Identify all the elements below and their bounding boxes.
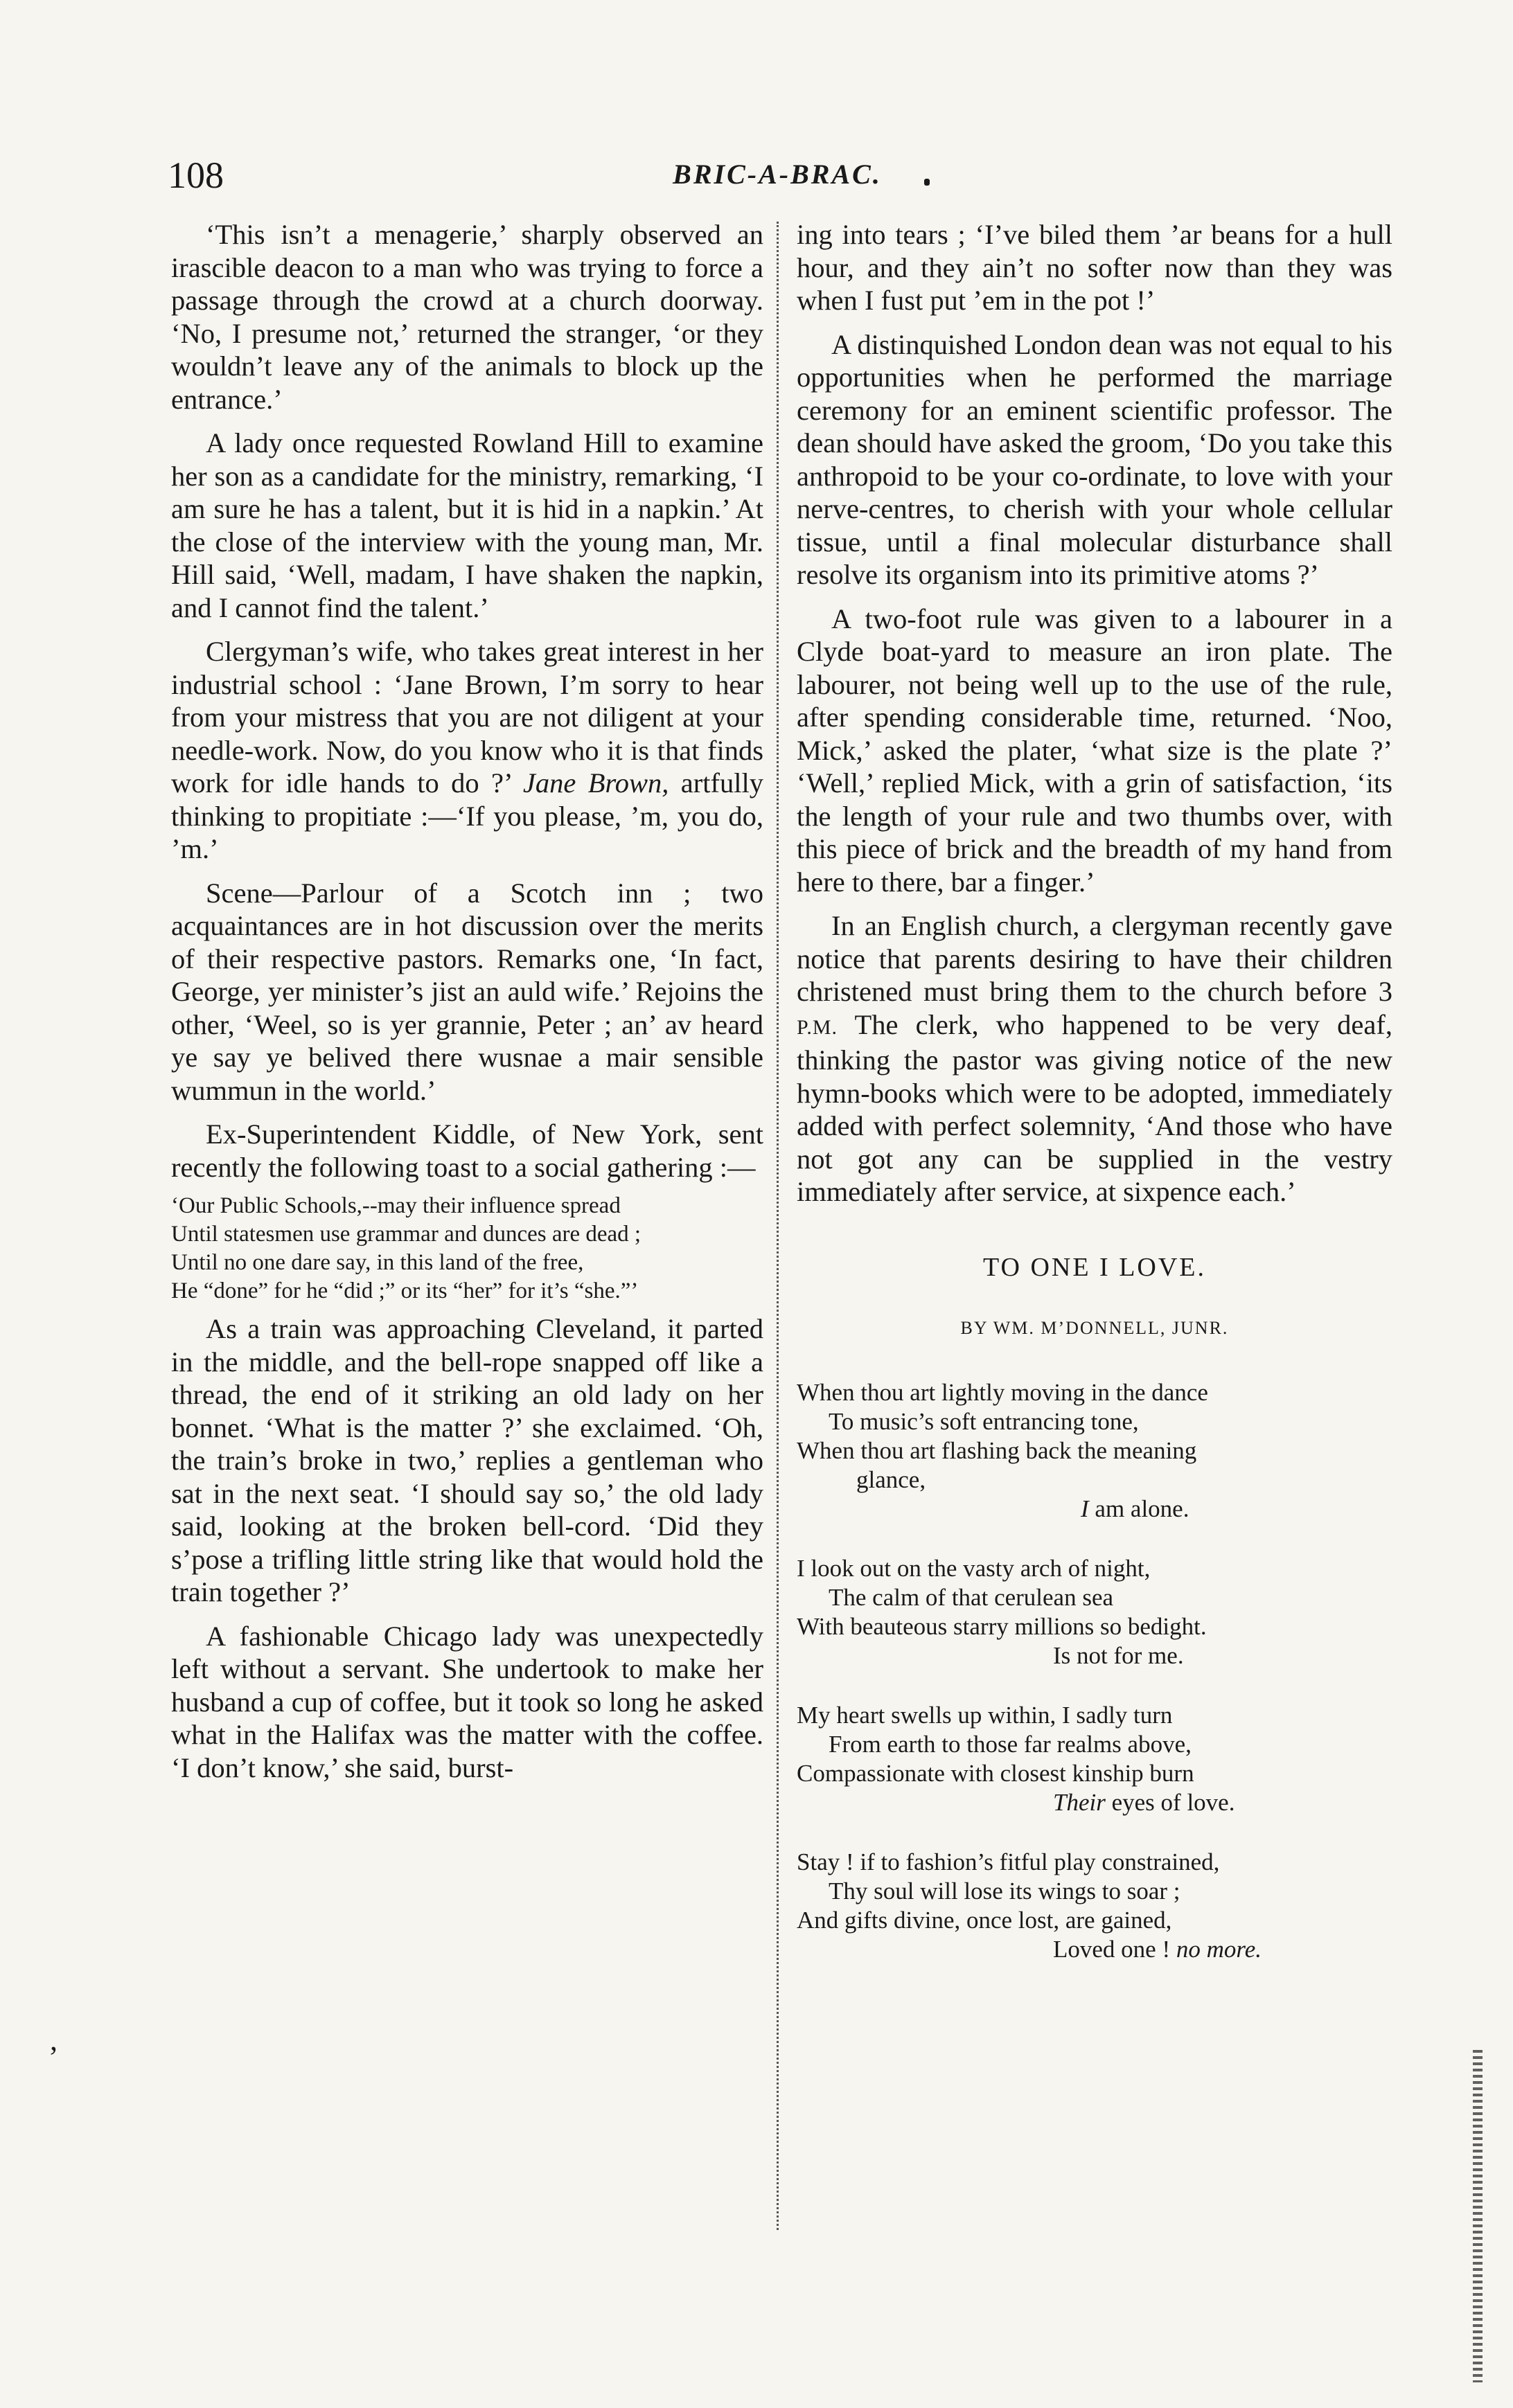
poem-emphasis: Their [1053,1788,1106,1816]
anecdote-chicago: A fashionable Chicago lady was unexpectedly left without a servant. She undertook to make her husband a cup of coffee, but it took so long he asked what in the Halifax was the matter with the coffee. ‘I don’t know,’ she said, burst- [171,1620,763,1783]
jane-brown-text-b: artfully thinking to propitiate :—‘If you please, ’m, you do, ’m.’ [171,767,763,864]
poem-line: When thou art flashing back the meaning [797,1436,1197,1464]
poem-line: Compassionate with closest kinship burn [797,1759,1194,1787]
anecdote-scotch-inn: Scene—Parlour of a Scotch inn ; two acquaintances are in hot discussion over the merits of their respective pastors. Remarks one, ‘In fact, George, yer minister’s jist an auld wife.’ Rejoins the other, ‘Weel, so is yer grannie, Peter ; an’ av heard ye say ye belived there wusnae a mair sensible wummun in the world.’ [171,877,763,1106]
running-head: BRIC-A-BRAC. [673,159,882,190]
poem-emphasis: no more. [1176,1935,1262,1963]
poem-line [797,1935,1392,1964]
poem-line: When thou art lightly moving in the dance [797,1378,1208,1406]
poem-line-rest: am alone. [1088,1495,1189,1522]
anecdote-chicago-continued: ing into tears ; ‘I’ve biled them ’ar beans for a hull hour, and they ain’t no softer now than they was when I fust put ’em in the pot !’ [797,219,1392,316]
toast-verse [171,1195,763,1303]
anecdote-cleveland: As a train was approaching Cleveland, it parted in the middle, and the bell-rope snapped off like a thread, the end of it striking an old lady on her bonnet. ‘What is the matter ?’ she exclaimed. ‘Oh, the train’s broke in two,’ replies a gentleman who sat in the next seat. ‘I should say so,’ the old lady said, looking at the broken bell-cord. ‘Did they s’pose a trifling little string like that would hold the train together ?’ [171,1313,763,1607]
page-number: 108 [168,154,224,196]
poem-line [797,1788,1392,1817]
ink-mark: , [50,2023,57,2057]
poem-stanza-1 [797,1378,1392,1524]
anecdote-rowland-hill: A lady once requested Rowland Hill to examine her son as a candidate for the ministry, remarking, ‘I am sure he has a talent, but it is hid in a napkin.’ At the close of the interview with the young man, Mr. Hill said, ‘Well, madam, I have shaken the napkin, and I cannot find the talent.’ [171,427,763,623]
anecdote-menagerie: ‘This isn’t a menagerie,’ sharply observed an irascible deacon to a man who was trying to force a passage through the crowd at a church doorway. ‘No, I presume not,’ returned the stranger, ‘or they wouldn’t leave any of the animals to block up the entrance.’ [171,219,763,415]
poem-line: From earth to those far realms above, [829,1730,1192,1758]
toast-line: Until no one dare say, in this land of the free, [171,1250,584,1275]
poem-line: And gifts divine, once lost, are gained, [797,1906,1172,1934]
poem-line: My heart swells up within, I sadly turn [797,1701,1173,1729]
toast-line: Until statesmen use grammar and dunces are dead ; [171,1222,642,1247]
poem-line: The calm of that cerulean sea [829,1583,1114,1611]
toast-line: ‘Our Public Schools,--may their influence spread [171,1193,621,1218]
poem-emphasis: I [1081,1495,1089,1522]
jane-brown-text-a: Clergyman’s wife, who takes great interest in her industrial school : ‘Jane Brown, I’m sorry to hear from your mistress that you are not diligent at your needle-work. Now, do you know who it is that finds work for idle hands to do ?’ [171,636,763,799]
left-column [171,218,763,1795]
poem-title: TO ONE I LOVE. [982,1252,1207,1282]
jane-brown-name: Jane Brown, [522,767,669,799]
poem-byline: BY WM. M’DONNELL, JUNR. [960,1318,1229,1338]
page-header [168,154,1387,202]
poem-line-start: Loved one ! [1053,1935,1176,1963]
anecdote-english-church [797,909,1392,1209]
poem-stanza-2 [797,1554,1392,1670]
poem-line: Thy soul will lose its wings to soar ; [829,1877,1180,1905]
english-church-text-a: In an English church, a clergyman recently gave notice that parents desiring to have their children christened must bring them to the church before 3 [797,910,1392,1007]
poem-line: glance, [856,1465,926,1493]
poem-line: Stay ! if to fashion’s fitful play constrained, [797,1848,1220,1875]
poem-line: Is not for me. [1053,1641,1184,1669]
column-divider [777,222,779,2230]
poem-stanza-3 [797,1701,1392,1817]
binding-edge [1473,2050,1483,2382]
anecdote-jane-brown [171,635,763,866]
poem-line-rest: eyes of love. [1105,1788,1235,1816]
anecdote-london-dean: A distinquished London dean was not equal to his opportunities when he performed the marriage ceremony for an eminent scientific professor. The dean should have asked the groom, ‘Do you take this anthropoid to be your co-ordinate, to love with your nerve-centres, to cherish with your whole cellular tissue, until a final molecular disturbance shall resolve its organism into its primitive atoms ?’ [797,328,1392,590]
poem-line: To music’s soft entrancing tone, [829,1407,1139,1435]
right-column [797,218,1392,1995]
english-church-text-b: The clerk, who happened to be very deaf, thinking the pastor was giving notice of the new hymn-books which were to be adopted, immediately added with perfect solemnity, ‘And those who have not got any can be supplied in the vestry immediately after service, at sixpence each.’ [797,1008,1392,1207]
time-abbreviation: P.M. [797,1015,838,1039]
poem-line: With beauteous starry millions so bedight. [797,1612,1207,1640]
ink-speck [924,179,930,186]
toast-line: He “done” for he “did ;” or its “her” for it’s “she.”’ [171,1278,639,1303]
poem-stanza-4 [797,1848,1392,1964]
poem-line: I look out on the vasty arch of night, [797,1554,1151,1582]
anecdote-two-foot-rule: A two-foot rule was given to a labourer in a Clyde boat-yard to measure an iron plate. The labourer, not being well up to the use of the rule, after spending considerable time, returned. ‘Noo, Mick,’ asked the plater, ‘what size is the plate ?’ ‘Well,’ replied Mick, with a grin of satisfaction, ‘its the length of your rule and two thumbs over, with this piece of brick and the breadth of my hand from here to there, bar a finger.’ [797,603,1392,898]
poem-line [797,1495,1392,1524]
anecdote-kiddle-intro: Ex-Superintendent Kiddle, of New York, sent recently the following toast to a social gathering :— [171,1118,763,1183]
